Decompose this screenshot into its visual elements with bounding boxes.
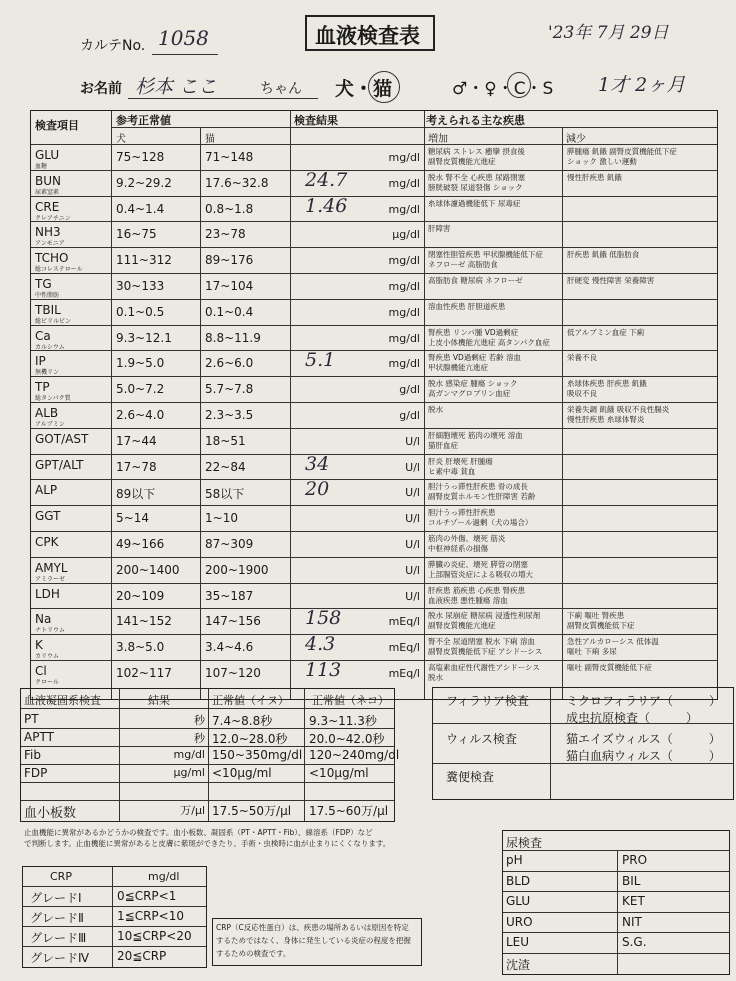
- decrease-cause: 慢性肝疾患 糸球体腎炎: [567, 415, 645, 424]
- row-line: [31, 247, 717, 248]
- cat-range: 2.6~6.0: [205, 356, 254, 371]
- filaria-title: フィラリア検査: [446, 694, 530, 708]
- filaria-item-1: ミクロフィラリア（ ）: [566, 694, 722, 708]
- increase-cause: 高脂肪食 糖尿病 ネフローゼ: [428, 276, 523, 285]
- test-unit: U/l: [405, 538, 420, 551]
- row-line: [31, 583, 717, 584]
- test-name: Ca: [35, 328, 51, 343]
- row-line: [31, 196, 717, 197]
- increase-cause: 高塩素血症性代謝性アシドーシス: [428, 663, 540, 672]
- test-subname: 尿素窒素: [35, 188, 60, 196]
- cat-range: 3.4~4.6: [205, 640, 254, 655]
- coag-header-cat: 正常値（ネコ）: [312, 694, 389, 707]
- test-unit: g/dl: [399, 409, 420, 422]
- test-subname: カルシウム: [35, 343, 65, 351]
- row-line: [31, 376, 717, 377]
- coag-name: APTT: [24, 730, 54, 744]
- test-subname: 無機リン: [35, 369, 60, 377]
- row-line: [31, 273, 717, 274]
- increase-cause: 膀胱破裂 尿道裂傷 ショック: [428, 182, 523, 192]
- result-value: 20: [305, 478, 330, 501]
- increase-cause: 副腎皮質機能低下症 アシドーシス: [428, 647, 543, 657]
- test-name: ALP: [35, 483, 58, 498]
- coag-col-line: [119, 689, 120, 821]
- result-value: 1.46: [305, 194, 348, 217]
- coag-name: PT: [24, 712, 39, 726]
- urine-title: 尿検査: [506, 836, 543, 850]
- test-name: TP: [35, 380, 50, 395]
- page-title: 血液検査表: [315, 24, 420, 48]
- test-subname: 総タンパク質: [35, 395, 71, 403]
- filaria-divider: [550, 688, 551, 799]
- coag-dog-range: <10μg/ml: [212, 766, 272, 780]
- karte-number: 1058: [158, 26, 209, 50]
- decrease-cause: 吸収不良: [567, 389, 597, 399]
- dog-range: 17~44: [116, 433, 157, 448]
- cat-range: 8.8~11.9: [205, 330, 261, 345]
- filaria-item-2: 成虫抗原検査（ ）: [566, 711, 699, 725]
- karte-underline: [152, 54, 218, 55]
- urine-item-left: pH: [506, 853, 523, 867]
- increase-cause: 胆汁うっ滞性肝疾患: [428, 508, 496, 518]
- crp-range: 20≦CRP: [117, 949, 167, 963]
- dog-range: 49~166: [116, 537, 165, 551]
- row-line: [31, 350, 717, 351]
- test-subname: クレアチニン: [35, 214, 71, 222]
- coag-col-line: [208, 689, 209, 821]
- urine-item-right: S.G.: [622, 935, 647, 949]
- result-value: 4.3: [305, 633, 336, 656]
- col-line-3: [290, 111, 291, 699]
- increase-cause: 上部腸管炎症による吸収の増大: [428, 569, 533, 579]
- decrease-cause: 糸球体疾患 肝疾患 飢餓: [567, 379, 647, 389]
- increase-cause: 肝細胞壊死 筋肉の壊死 溶血: [428, 430, 523, 440]
- coag-cat-range: <10μg/ml: [309, 766, 369, 780]
- row-line: [31, 634, 717, 635]
- test-unit: mEq/l: [388, 615, 420, 629]
- dog-range: 5~14: [116, 511, 149, 526]
- urine-item-left: 沈渣: [506, 957, 531, 972]
- crp-note-2: するためではなく、身体に発生している炎症の程度を把握: [216, 936, 411, 945]
- test-subname: ナトリウム: [35, 627, 65, 635]
- result-value: 34: [305, 452, 330, 475]
- virus-item-2: 猫白血病ウィルス（ ）: [566, 749, 721, 763]
- karte-label: カルテNo.: [80, 38, 146, 54]
- dog-range: 102~117: [116, 666, 172, 680]
- result-value: 113: [305, 659, 342, 681]
- test-unit: mg/dl: [388, 176, 420, 190]
- cat-range: 35~187: [205, 588, 254, 603]
- dog-range: 89以下: [116, 487, 156, 502]
- cat-range: 18~51: [205, 433, 246, 448]
- test-subname: アンモニア: [35, 240, 65, 248]
- name-underline: [128, 98, 318, 99]
- test-subname: アミラーゼ: [35, 575, 65, 583]
- coag-header-result: 結果: [148, 694, 170, 707]
- coag-header-item: 血液凝固系検査: [24, 694, 101, 707]
- test-name: K: [35, 638, 43, 653]
- urine-item-left: LEU: [506, 935, 530, 949]
- patient-age: 1才 2ヶ月: [598, 74, 686, 96]
- dog-range: 5.0~7.2: [116, 382, 165, 397]
- coag-cat-range: 9.3~11.3秒: [309, 714, 377, 728]
- crp-row-line: [23, 906, 206, 907]
- coag-unit: 秒: [194, 732, 205, 745]
- col-line-4: [424, 111, 425, 699]
- urine-item-left: GLU: [506, 894, 531, 908]
- decrease-cause: 嘔吐 下痢 多尿: [567, 647, 617, 657]
- increase-cause: 脱水 尿崩症 糖尿病 浸透性利尿剤: [428, 611, 541, 621]
- increase-cause: 筋肉の外傷、壊死 筋炎: [428, 534, 506, 543]
- dog-range: 3.8~5.0: [116, 640, 165, 655]
- row-line: [31, 557, 717, 558]
- urine-row-line: [503, 932, 729, 933]
- cat-range: 1~10: [205, 511, 238, 526]
- coag-dog-range: 150~350mg/dl: [212, 748, 303, 762]
- test-subname: アルブミン: [35, 421, 65, 428]
- decrease-cause: 肝疾患 飢餓 低脂肪食: [567, 250, 640, 260]
- coag-col-line: [304, 689, 305, 821]
- coag-dog-range: 7.4~8.8秒: [212, 714, 273, 728]
- coag-header-dog: 正常値（イヌ）: [212, 694, 289, 707]
- header-line-bottom: [31, 144, 717, 145]
- increase-cause: 腎不全 尿道閉塞 脱水 下痢 溶血: [428, 637, 536, 647]
- increase-cause: 肝疾患 筋疾患 心疾患 腎疾患: [428, 585, 526, 595]
- dog-range: 200~1400: [116, 562, 180, 577]
- cat-range: 2.3~3.5: [205, 408, 254, 422]
- crp-range: 10≦CRP<20: [117, 929, 192, 943]
- dog-range: 16~75: [116, 227, 157, 242]
- increase-cause: 血液疾患 悪性腫瘍 溶血: [428, 595, 508, 605]
- decrease-cause: 副腎皮質機能低下症: [567, 621, 635, 631]
- row-line: [31, 428, 717, 429]
- urine-row-line: [503, 912, 729, 913]
- test-name: TBIL: [35, 302, 61, 317]
- cat-range: 71~148: [205, 150, 254, 164]
- row-line: [31, 170, 717, 171]
- urine-row-line: [503, 891, 729, 892]
- coag-name: 血小板数: [24, 806, 77, 821]
- urine-row-line: [503, 850, 729, 851]
- cat-range: 147~156: [205, 614, 261, 629]
- test-name: TCHO: [35, 251, 69, 266]
- test-subname: カリウム: [35, 653, 59, 661]
- test-subname: 総ビリルビン: [35, 317, 72, 325]
- increase-cause: 副腎皮質機能亢進症: [428, 157, 496, 166]
- increase-cause: 脱水: [428, 673, 443, 682]
- dog-range: 141~152: [116, 614, 172, 629]
- increase-cause: 脱水 感染症 腫瘍 ショック: [428, 379, 518, 389]
- urine-item-right: KET: [622, 894, 645, 908]
- cat-range: 5.7~7.8: [205, 382, 254, 397]
- increase-cause: 猫肝血症: [428, 440, 458, 450]
- crp-note-1: CRP（C反応性蛋白）は、疾患の場所あるいは原因を特定: [216, 923, 409, 932]
- col-disease-header: 考えられる主な疾患: [426, 114, 525, 127]
- col-dog-header: 犬: [116, 134, 126, 145]
- coag-name: FDP: [24, 766, 48, 780]
- decrease-cause: 下痢 嘔吐 腎疾患: [567, 611, 625, 621]
- decrease-cause: 低アルブミン血症 下痢: [567, 327, 645, 337]
- col-decrease-header: 減少: [566, 134, 586, 145]
- test-unit: mg/dl: [388, 331, 420, 345]
- crp-range: 0≦CRP<1: [117, 889, 177, 903]
- test-unit: μg/dl: [392, 228, 420, 242]
- coag-unit: μg/ml: [173, 766, 205, 779]
- coag-note-1: 止血機能に異常があるかどうかの検査です。血小板数、凝固系（PT・APTT・Fib）、線溶系（FDP）など: [24, 828, 373, 837]
- test-name: BUN: [35, 173, 61, 188]
- test-name: ALB: [35, 406, 59, 420]
- coag-unit: 万/μl: [180, 804, 205, 817]
- decrease-cause: ショック 激しい運動: [567, 157, 637, 166]
- test-name: IP: [35, 354, 46, 369]
- increase-cause: 中枢神経系の損傷: [428, 544, 488, 553]
- urine-item-left: BLD: [506, 873, 531, 888]
- coag-row-line: [21, 728, 394, 729]
- sex: ♂・♀・C・S: [452, 79, 554, 99]
- increase-cause: 肝炎 肝壊死 肝腫瘍: [428, 456, 493, 466]
- cat-range: 17.6~32.8: [205, 175, 269, 190]
- increase-cause: 脱水: [428, 405, 443, 414]
- test-unit: U/l: [405, 589, 420, 603]
- coag-unit: 秒: [194, 714, 205, 727]
- increase-cause: 腎疾患 リンパ腫 VD過剰症: [428, 327, 519, 337]
- row-line: [31, 608, 717, 609]
- cat-range: 87~309: [205, 537, 254, 551]
- coag-cat-range: 20.0~42.0秒: [309, 732, 385, 746]
- test-unit: mg/dl: [388, 254, 420, 268]
- test-subname: 血糖: [35, 163, 48, 170]
- test-unit: U/l: [405, 434, 420, 448]
- test-name: LDH: [35, 586, 60, 601]
- row-line: [31, 325, 717, 326]
- coag-name: Fib: [24, 748, 41, 762]
- row-line: [31, 402, 717, 403]
- test-unit: mEq/l: [388, 641, 420, 655]
- test-unit: U/l: [405, 512, 420, 526]
- dog-range: 1.9~5.0: [116, 356, 165, 371]
- increase-cause: 副腎皮質ホルモン性肝障害 若齢: [428, 492, 536, 502]
- row-line: [31, 531, 717, 532]
- urine-item-right: PRO: [622, 853, 648, 867]
- dog-range: 0.4~1.4: [116, 201, 165, 216]
- test-name: GGT: [35, 509, 61, 524]
- decrease-cause: 嘔吐 副腎皮質機能低下症: [567, 663, 652, 672]
- col-result-header: 検査結果: [294, 114, 338, 127]
- row-line: [31, 221, 717, 222]
- crp-unit: mg/dl: [148, 870, 180, 883]
- test-unit: U/l: [405, 460, 420, 474]
- crp-note-3: するための検査です。: [216, 949, 291, 958]
- dog-range: 0.1~0.5: [116, 304, 165, 319]
- name-suffix: ちゃん: [260, 81, 302, 97]
- test-name: GOT/AST: [35, 431, 89, 446]
- row-line: [31, 454, 717, 455]
- test-name: TG: [35, 277, 52, 291]
- test-name: AMYL: [35, 560, 68, 575]
- urine-item-right: BIL: [622, 873, 641, 888]
- coag-cat-range: 17.5~60万/μl: [309, 804, 389, 818]
- urine-row-line: [503, 871, 729, 872]
- urine-item-right: NIT: [622, 914, 642, 929]
- increase-cause: 糖尿病 ストレス 癒攣 摂食後: [428, 147, 525, 156]
- crp-range: 1≦CRP<10: [117, 909, 184, 923]
- crp-grade: グレードⅣ: [30, 951, 90, 965]
- urine-row-line: [503, 953, 729, 954]
- col-line-2: [200, 127, 201, 699]
- increase-cause: ネフローゼ 高脂肪食: [428, 260, 498, 270]
- decrease-cause: 肝硬変 慢性障害 栄養障害: [567, 276, 655, 285]
- decrease-cause: 急性アルカローシス 低体温: [567, 637, 659, 647]
- increase-cause: 糸球体濾過機能低下 尿毒症: [428, 198, 521, 208]
- test-unit: mg/dl: [388, 357, 420, 371]
- dog-range: 20~109: [116, 588, 165, 603]
- dog-range: 111~312: [116, 253, 172, 268]
- test-unit: U/l: [405, 486, 420, 500]
- stool-title: 糞便検査: [446, 770, 495, 784]
- crp-header: CRP: [50, 870, 72, 883]
- test-name: CPK: [35, 535, 59, 549]
- urine-item-left: URO: [506, 914, 533, 929]
- crp-row-line: [23, 886, 206, 887]
- coag-unit: mg/dl: [173, 748, 205, 761]
- col-item-header: 検査項目: [35, 119, 79, 132]
- col-line-5: [562, 127, 563, 699]
- test-unit: mg/dl: [388, 280, 420, 293]
- cat-range: 107~120: [205, 666, 261, 680]
- crp-divider: [112, 867, 113, 967]
- increase-cause: ヒ素中毒 貧血: [428, 466, 476, 476]
- cat-range: 17~104: [205, 279, 254, 293]
- virus-title: ウィルス検査: [446, 732, 517, 746]
- test-name: CRE: [35, 199, 60, 214]
- row-line: [31, 479, 717, 480]
- coag-dog-range: 17.5~50万/μl: [212, 804, 292, 818]
- col-cat-header: 猫: [205, 134, 215, 145]
- increase-cause: 腎疾患 VD過剰症 若齢 溶血: [428, 353, 522, 363]
- increase-cause: 膵臓の炎症、壊死 膵管の閉塞: [428, 559, 528, 569]
- increase-cause: 胆汁うっ滞性肝疾患 骨の成長: [428, 482, 528, 492]
- decrease-cause: 栄養失調 飢餓 吸収不良性腸炎: [567, 405, 670, 414]
- dog-range: 9.2~29.2: [116, 175, 172, 190]
- increase-cause: 閉塞性胆管疾患 甲状腺機能低下症: [428, 250, 543, 260]
- increase-cause: 溶血性疾患 肝胆道疾患: [428, 301, 506, 311]
- increase-cause: 甲状腺機能亢進症: [428, 363, 488, 373]
- test-name: NH3: [35, 225, 61, 240]
- decrease-cause: 慢性肝疾患 飢餓: [567, 172, 622, 182]
- virus-item-1: 猫エイズウィルス（ ）: [566, 732, 721, 746]
- crp-row-line: [23, 946, 206, 947]
- test-subname: 総コレステロール: [35, 266, 83, 274]
- cat-range: 23~78: [205, 227, 246, 242]
- dog-range: 17~78: [116, 459, 157, 474]
- coag-cat-range: 120~240mg/dl: [309, 748, 400, 762]
- crp-grade: グレードⅠ: [30, 891, 82, 905]
- decrease-cause: 膵腫瘍 飢餓 副腎皮質機能低下症: [567, 147, 677, 156]
- dog-range: 30~133: [116, 279, 165, 293]
- col-increase-header: 増加: [428, 134, 448, 145]
- col-reference-header: 参考正常値: [116, 114, 171, 127]
- test-unit: g/dl: [399, 383, 420, 397]
- dog-range: 75~128: [116, 150, 165, 164]
- row-line: [31, 660, 717, 661]
- coag-row-line: [21, 764, 394, 765]
- cat-range: 22~84: [205, 459, 246, 474]
- test-unit: mg/dl: [388, 202, 420, 216]
- test-name: Cl: [35, 664, 47, 678]
- test-unit: mg/dl: [388, 305, 420, 319]
- crp-grade: グレードⅢ: [30, 931, 87, 945]
- patient-name: 杉本 ここ: [135, 76, 218, 98]
- dog-range: 9.3~12.1: [116, 330, 172, 345]
- coag-row-line: [21, 746, 394, 747]
- increase-cause: 高ガンマグロブリン血症: [428, 389, 511, 399]
- test-unit: mg/dl: [388, 151, 420, 164]
- header-line-mid: [111, 127, 717, 128]
- increase-cause: 上皮小体機能亢進症 高タンパク血症: [428, 337, 550, 347]
- increase-cause: コルチゾール過剰（犬の場合）: [428, 518, 533, 528]
- decrease-cause: 栄養不良: [567, 353, 597, 363]
- test-name: Na: [35, 612, 52, 627]
- species-circle-mark: [368, 71, 400, 103]
- test-subname: 中性脂肪: [35, 292, 60, 299]
- result-value: 5.1: [305, 349, 336, 372]
- coag-row-line: [21, 782, 394, 783]
- increase-cause: 脱水 腎不全 心疾患 尿路閉塞: [428, 172, 526, 182]
- row-line: [31, 505, 717, 506]
- name-label: お名前: [80, 81, 122, 97]
- cat-range: 200~1900: [205, 562, 269, 577]
- exam-date: '23年 7月 29日: [548, 23, 669, 43]
- crp-grade: グレードⅡ: [30, 911, 84, 925]
- result-value: 158: [305, 607, 342, 630]
- coag-dog-range: 12.0~28.0秒: [212, 732, 288, 746]
- row-line: [31, 299, 717, 300]
- dog-range: 2.6~4.0: [116, 408, 165, 422]
- test-unit: U/l: [405, 563, 420, 577]
- cat-range: 0.8~1.8: [205, 201, 254, 216]
- test-unit: mEq/l: [388, 667, 420, 680]
- increase-cause: 副腎皮質機能亢進症: [428, 621, 496, 631]
- test-name: GPT/ALT: [35, 457, 84, 472]
- result-value: 24.7: [305, 168, 348, 191]
- sex-circle-mark: [507, 72, 531, 98]
- test-subname: クロール: [35, 679, 59, 686]
- cat-range: 58以下: [205, 487, 245, 502]
- increase-cause: 肝障害: [428, 224, 451, 234]
- coag-note-2: で判断します。止血機能に異常があると皮膚に紫斑ができたり、手術・虫検時に血が止まりにくくなります。: [24, 839, 391, 848]
- crp-row-line: [23, 926, 206, 927]
- species: 犬・猫: [335, 78, 393, 100]
- test-name: GLU: [35, 148, 60, 162]
- col-line-1: [111, 111, 112, 699]
- cat-range: 89~176: [205, 253, 254, 268]
- cat-range: 0.1~0.4: [205, 304, 254, 319]
- coag-row-line: [21, 800, 394, 801]
